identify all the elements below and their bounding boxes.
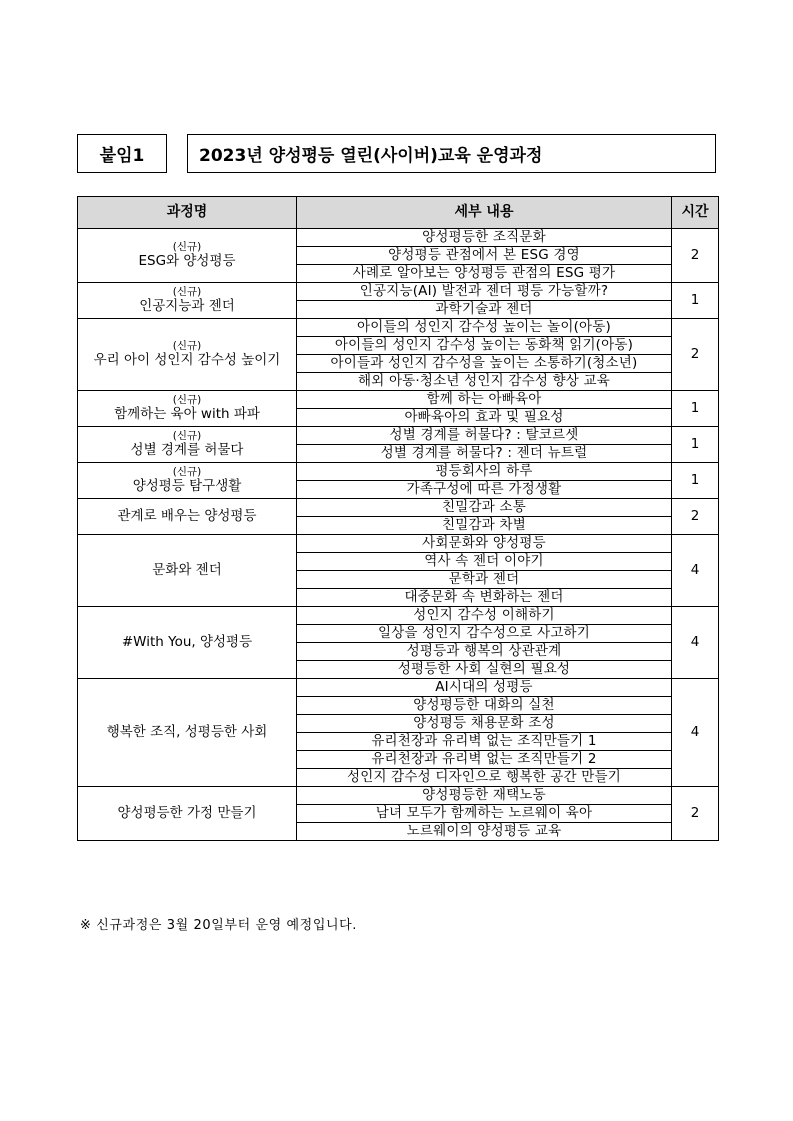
course-hours: 2 — [672, 229, 719, 283]
course-name-cell — [78, 319, 297, 391]
table-row — [78, 535, 719, 553]
course-name: 양성평등 탐구생활 — [132, 478, 242, 494]
table-row — [78, 427, 719, 445]
detail-item: 성인지 감수성 이해하기 — [297, 607, 672, 625]
course-hours: 2 — [672, 787, 719, 841]
new-course-tag: (신규) — [172, 466, 202, 478]
detail-item: 유리천장과 유리벽 없는 조직만들기 1 — [297, 733, 672, 751]
course-hours: 1 — [672, 463, 719, 499]
detail-item: 대중문화 속 변화하는 젠더 — [297, 589, 672, 607]
table-row — [78, 787, 719, 805]
course-hours: 4 — [672, 607, 719, 679]
table-row — [78, 607, 719, 625]
course-name: 양성평등한 가정 만들기 — [117, 805, 257, 821]
column-header-hours: 시간 — [672, 197, 719, 229]
detail-item: 사회문화와 양성평등 — [297, 535, 672, 553]
document-title-box — [187, 134, 716, 173]
detail-item: 문학과 젠더 — [297, 571, 672, 589]
course-hours: 2 — [672, 319, 719, 391]
course-name-cell — [78, 427, 297, 463]
course-name: 우리 아이 성인지 감수성 높이기 — [93, 352, 281, 368]
detail-item: 유리천장과 유리벽 없는 조직만들기 2 — [297, 751, 672, 769]
course-name-cell — [78, 463, 297, 499]
detail-item: 양성평등한 대화의 실천 — [297, 697, 672, 715]
course-name: ESG와 양성평등 — [138, 253, 236, 269]
detail-item: 역사 속 젠더 이야기 — [297, 553, 672, 571]
course-name-cell — [78, 679, 297, 787]
detail-item: 친밀감과 소통 — [297, 499, 672, 517]
detail-item: 성별 경계를 허물다? : 젠더 뉴트럴 — [297, 445, 672, 463]
course-hours: 2 — [672, 499, 719, 535]
new-course-tag: (신규) — [172, 241, 202, 253]
course-name: 관계로 배우는 양성평등 — [117, 508, 257, 524]
attachment-tag — [77, 134, 167, 173]
new-course-tag: (신규) — [172, 286, 202, 298]
new-course-tag: (신규) — [172, 430, 202, 442]
course-hours: 1 — [672, 283, 719, 319]
course-name: 인공지능과 젠더 — [139, 298, 235, 314]
new-course-tag: (신규) — [172, 394, 202, 406]
attachment-tag-label: 붙임1 — [99, 146, 145, 166]
course-name: 함께하는 육아 with 파파 — [114, 406, 260, 422]
course-hours: 4 — [672, 535, 719, 607]
column-header-details: 세부 내용 — [297, 197, 672, 229]
course-hours: 1 — [672, 391, 719, 427]
table-row — [78, 319, 719, 337]
course-name-cell — [78, 787, 297, 841]
detail-item: 인공지능(AI) 발전과 젠더 평등 가능할까? — [297, 283, 672, 301]
detail-item: 아이들의 성인지 감수성 높이는 동화책 읽기(아동) — [297, 337, 672, 355]
detail-item: 가족구성에 따른 가정생활 — [297, 481, 672, 499]
course-name: #With You, 양성평등 — [121, 634, 253, 650]
column-header-course: 과정명 — [78, 197, 297, 229]
detail-item: 양성평등 채용문화 조성 — [297, 715, 672, 733]
detail-item: 성인지 감수성 디자인으로 행복한 공간 만들기 — [297, 769, 672, 787]
detail-item: 노르웨이의 양성평등 교육 — [297, 823, 672, 841]
detail-item: 사례로 알아보는 양성평등 관점의 ESG 평가 — [297, 265, 672, 283]
detail-item: 과학기술과 젠더 — [297, 301, 672, 319]
course-name-cell — [78, 535, 297, 607]
detail-item: 양성평등 관점에서 본 ESG 경영 — [297, 247, 672, 265]
detail-item: 일상을 성인지 감수성으로 사고하기 — [297, 625, 672, 643]
new-course-tag: (신규) — [172, 340, 202, 352]
detail-item: 아빠육아의 효과 및 필요성 — [297, 409, 672, 427]
course-name: 성별 경계를 허물다 — [130, 442, 244, 458]
course-name-cell — [78, 283, 297, 319]
detail-item: AI시대의 성평등 — [297, 679, 672, 697]
detail-item: 성별 경계를 허물다? : 탈코르셋 — [297, 427, 672, 445]
detail-item: 친밀감과 차별 — [297, 517, 672, 535]
table-header-row — [78, 197, 719, 229]
table-row — [78, 499, 719, 517]
course-name: 행복한 조직, 성평등한 사회 — [106, 724, 268, 740]
document-title: 2023년 양성평등 열린(사이버)교육 운영과정 — [199, 146, 543, 166]
detail-item: 성평등한 사회 실현의 필요성 — [297, 661, 672, 679]
detail-item: 해외 아동·청소년 성인지 감수성 향상 교육 — [297, 373, 672, 391]
detail-item: 양성평등한 조직문화 — [297, 229, 672, 247]
table-row — [78, 679, 719, 697]
table-row — [78, 229, 719, 247]
course-hours: 4 — [672, 679, 719, 787]
detail-item: 아이들과 성인지 감수성을 높이는 소통하기(청소년) — [297, 355, 672, 373]
detail-item: 아이들의 성인지 감수성 높이는 놀이(아동) — [297, 319, 672, 337]
detail-item: 성평등과 행복의 상관관계 — [297, 643, 672, 661]
course-hours: 1 — [672, 427, 719, 463]
detail-item: 양성평등한 재택노동 — [297, 787, 672, 805]
course-table-body — [78, 229, 719, 841]
course-name-cell — [78, 229, 297, 283]
course-name-cell — [78, 499, 297, 535]
course-schedule-table — [77, 196, 719, 841]
table-row — [78, 283, 719, 301]
course-name: 문화와 젠더 — [152, 562, 222, 578]
footnote: ※ 신규과정은 3월 20일부터 운영 예정입니다. — [80, 918, 358, 933]
detail-item: 함께 하는 아빠육아 — [297, 391, 672, 409]
table-row — [78, 463, 719, 481]
course-name-cell — [78, 607, 297, 679]
detail-item: 평등회사의 하루 — [297, 463, 672, 481]
course-name-cell — [78, 391, 297, 427]
table-row — [78, 391, 719, 409]
detail-item: 남녀 모두가 함께하는 노르웨이 육아 — [297, 805, 672, 823]
